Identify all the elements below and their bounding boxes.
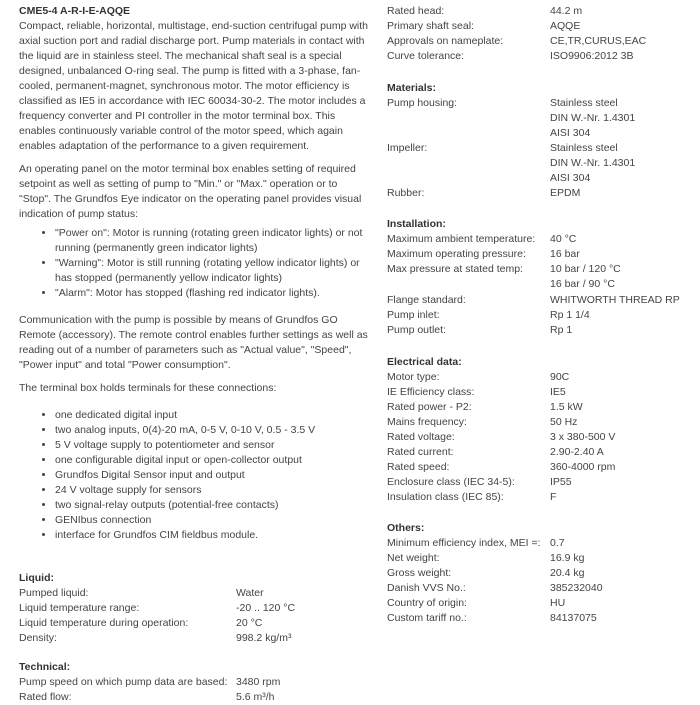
table-row: Curve tolerance: ISO9906:2012 3B [387,50,634,62]
list-item: • 5 V voltage supply to potentiometer and sensor [55,438,369,453]
others-section [387,521,687,626]
table-row: Approvals on nameplate: CE,TR,CURUS,EAC [387,35,647,47]
table-row: Pump speed on which pump data are based: 3480 rpm [19,676,281,688]
table-row: Danish VVS No.: 385232040 [387,582,603,594]
table-row: Pump inlet: Rp 1 1/4 [387,309,590,321]
left-column [19,4,369,705]
section-heading: Technical: [19,661,71,673]
table-row: Net weight: 16.9 kg [387,552,585,564]
table-row: Mains frequency: 50 Hz [387,416,578,428]
table-row: DIN W.-Nr. 1.4301 [550,112,636,124]
table-row: Insulation class (IEC 85): F [387,491,557,503]
table-row: Country of origin: HU [387,597,566,609]
table-row: 16 bar / 90 °C [550,278,615,290]
table-row: Liquid temperature range: -20 .. 120 °C [19,602,296,614]
table-row: Pumped liquid: Water [19,587,264,599]
table-row: Rated voltage: 3 x 380-500 V [387,431,616,443]
table-row: Impeller: Stainless steel [387,142,618,154]
table-row: Pump outlet: Rp 1 [387,324,573,336]
list-item: • two signal-relay outputs (potential-free contacts) [55,498,369,513]
table-row: Flange standard: WHITWORTH THREAD RP [387,294,680,306]
table-row: Rated flow: 5.6 m³/h [19,691,275,703]
terminals-list [19,408,369,543]
table-row: Pump housing: Stainless steel [387,97,618,109]
table-row: Rubber: EPDM [387,187,581,199]
list-item: • "Warning": Motor is still running (rotating yellow indicator lights) or has stopped (permanently yellow indicator lights) [55,256,369,286]
right-column [387,4,687,626]
table-row: Enclosure class (IEC 34-5): IP55 [387,476,572,488]
table-row: Rated head: 44.2 m [387,5,583,17]
technical-continued-section [387,4,687,64]
electrical-section [387,355,687,505]
list-item: • "Alarm": Motor has stopped (flashing red indicator lights). [55,286,369,301]
list-item: • interface for Grundfos CIM fieldbus module. [55,528,369,543]
section-heading: Others: [387,522,425,534]
table-row: Custom tariff no.: 84137075 [387,612,597,624]
list-item: • one configurable digital input or open-collector output [55,453,369,468]
description-paragraph: Compact, reliable, horizontal, multistage, end-suction centrifugal pump with axial suction port and radial discharge port. Pump materials in contact with the liquid are in stainless steel. The mechanical shaft seal is a special designed, unbalanced O-ring seal. The pump is fitted with a 3-phase, fan-cooled, permanent-magnet, synchronous motor. The motor efficiency is classified as IE5 in accordance with IEC 60034-30-2. The motor includes a frequency converter and PI controller in the motor terminal box. This enables continuously variable control of the motor speed, which again enables adaptation of the performance to a given requirement. [19,20,369,152]
list-item: • one dedicated digital input [55,408,369,423]
product-title: CME5-4 A-R-I-E-AQQE [19,5,131,17]
materials-section [387,81,687,201]
table-row: AISI 304 [550,172,591,184]
table-row: Maximum operating pressure: 16 bar [387,248,580,260]
section-heading: Installation: [387,218,446,230]
list-item: • two analog inputs, 0(4)-20 mA, 0-5 V, 0-10 V, 0.5 - 3.5 V [55,423,369,438]
technical-section [19,660,369,705]
list-item: • GENIbus connection [55,513,369,528]
table-row: DIN W.-Nr. 1.4301 [550,157,636,169]
table-row: Liquid temperature during operation: 20 °C [19,617,263,629]
table-row: Rated current: 2.90-2.40 A [387,446,604,458]
terminals-paragraph: The terminal box holds terminals for these connections: [19,382,277,394]
table-row: Motor type: 90C [387,371,570,383]
table-row: Minimum efficiency index, MEI =: 0.7 [387,537,565,549]
communication-paragraph: Communication with the pump is possible by means of Grundfos GO Remote (accessory). The remote control enables further settings as well as reading out of a number of parameters such as "Actual value", "Speed", "Power input" and total "Power consumption". [19,314,368,371]
table-row: Density: 998.2 kg/m³ [19,632,292,644]
table-row: Maximum ambient temperature: 40 °C [387,233,577,245]
operating-panel-paragraph: An operating panel on the motor terminal box enables setting of required setpoint as well as setting of pump to "Min." or "Max." operation or to "Stop". The Grundfos Eye indicator on the operating panel provides visual indication of pump status: [19,163,362,220]
table-row: AISI 304 [550,127,591,139]
list-item: • Grundfos Digital Sensor input and output [55,468,369,483]
table-row: Primary shaft seal: AQQE [387,20,581,32]
section-heading: Electrical data: [387,356,462,368]
table-row: Rated speed: 360-4000 rpm [387,461,616,473]
table-row: Gross weight: 20.4 kg [387,567,585,579]
status-list [19,226,369,301]
table-row: IE Efficiency class: IE5 [387,386,566,398]
installation-section [387,217,687,338]
list-item: • 24 V voltage supply for sensors [55,483,369,498]
list-item: • "Power on": Motor is running (rotating green indicator lights) or not running (permanently green indicator lights) [55,226,369,256]
table-row: Rated power - P2: 1.5 kW [387,401,583,413]
liquid-section [19,571,369,646]
section-heading: Liquid: [19,572,54,584]
table-row: Max pressure at stated temp: 10 bar / 120 °C [387,263,621,275]
section-heading: Materials: [387,82,437,94]
